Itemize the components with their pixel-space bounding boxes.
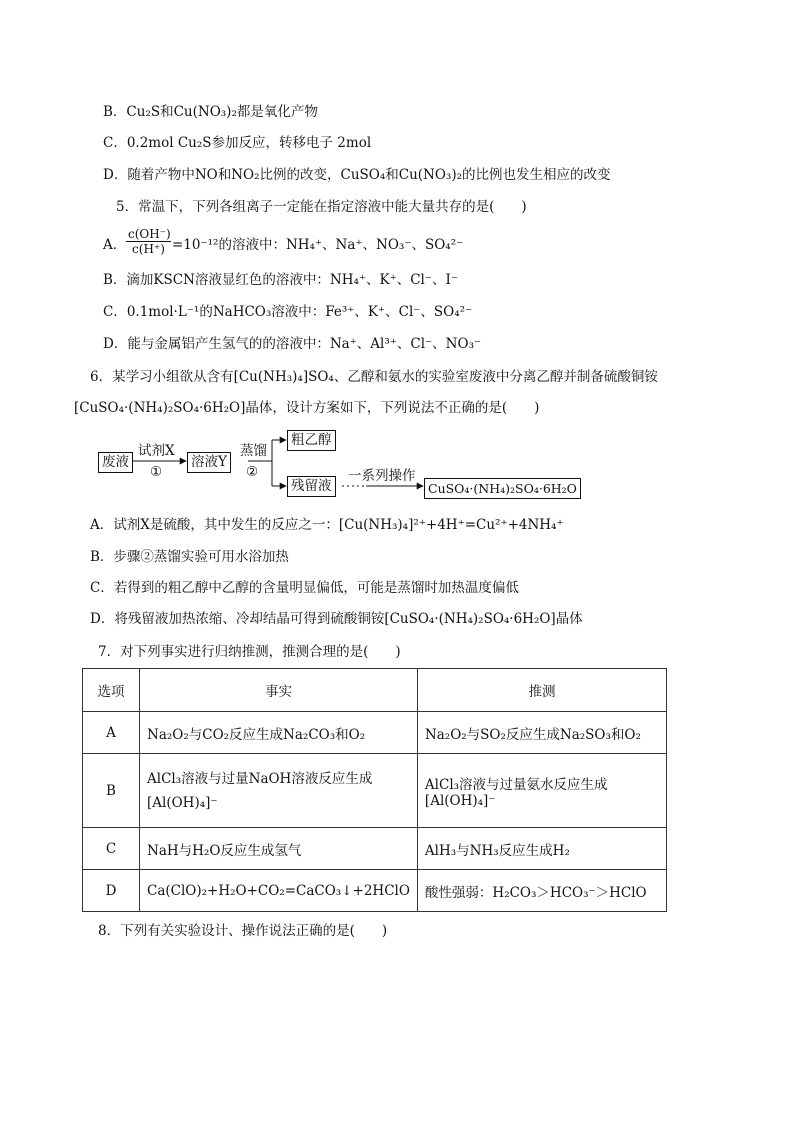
q6-option-d: D．将残留液加热浓缩、冷却结晶可得到硫酸铜铵[CuSO₄·(NH₄)₂SO₄·6H₂O]晶体 bbox=[90, 611, 583, 627]
q5-fraction-denominator: c(H⁺) bbox=[132, 242, 165, 256]
flow-operations-label: 一系列操作 bbox=[348, 468, 416, 484]
flow-crude-ethanol-box: 粗乙醇 bbox=[287, 430, 336, 451]
table-cell-fact: Na₂O₂与CO₂反应生成Na₂CO₃和O₂ bbox=[140, 712, 418, 754]
table-cell-inference: Na₂O₂与SO₂反应生成Na₂SO₃和O₂ bbox=[417, 712, 666, 754]
flow-step1-label: ① bbox=[150, 464, 163, 480]
table-cell-fact: NaH与H₂O反应生成氢气 bbox=[140, 828, 418, 870]
table-cell-option: A bbox=[83, 712, 140, 754]
table-cell-inference: AlCl₃溶液与过量氨水反应生成[Al(OH)₄]⁻ bbox=[417, 754, 666, 828]
table-cell-fact: Ca(ClO)₂+H₂O+CO₂=CaCO₃↓+2HClO bbox=[140, 870, 418, 912]
q4-option-c: C．0.2mol Cu₂S参加反应，转移电子 2mol bbox=[103, 135, 372, 151]
flow-step2-label: ② bbox=[246, 464, 259, 480]
table-cell-inference: 酸性强弱：H₂CO₃＞HCO₃⁻＞HClO bbox=[417, 870, 666, 912]
table-header-fact: 事实 bbox=[140, 669, 418, 712]
table-cell-option: B bbox=[83, 754, 140, 828]
table-row bbox=[83, 754, 667, 828]
q5-option-a-text: =10⁻¹²的溶液中：NH₄⁺、Na⁺、NO₃⁻、SO₄²⁻ bbox=[172, 237, 464, 253]
q4-option-b: B．Cu₂S和Cu(NO₃)₂都是氧化产物 bbox=[103, 104, 318, 120]
q7-stem: 7．对下列事实进行归纳推测，推测合理的是( ) bbox=[98, 644, 401, 660]
flow-reagent-label: 试剂X bbox=[138, 443, 175, 459]
q7-table bbox=[82, 668, 667, 912]
q6-option-a: A．试剂X是硫酸，其中发生的反应之一：[Cu(NH₃)₄]²⁺+4H⁺=Cu²⁺+4NH₄⁺ bbox=[90, 517, 564, 533]
table-cell-option: D bbox=[83, 870, 140, 912]
q5-option-b: B．滴加KSCN溶液显红色的溶液中：NH₄⁺、K⁺、Cl⁻、I⁻ bbox=[103, 272, 458, 288]
q5-fraction bbox=[126, 227, 171, 256]
flow-solution-y-box: 溶液Y bbox=[187, 452, 231, 473]
q5-option-d: D．能与金属铝产生氢气的的溶液中：Na⁺、Al³⁺、Cl⁻、NO₃⁻ bbox=[103, 336, 482, 352]
flow-product-box: CuSO₄·(NH₄)₂SO₄·6H₂O bbox=[424, 478, 581, 499]
flow-waste-box: 废液 bbox=[98, 452, 133, 473]
table-header-row bbox=[83, 669, 667, 712]
q4-option-d: D．随着产物中NO和NO₂比例的改变，CuSO₄和Cu(NO₃)₂的比例也发生相应的改变 bbox=[103, 167, 611, 183]
table-row bbox=[83, 828, 667, 870]
flow-distill-label: 蒸馏 bbox=[240, 443, 267, 459]
table-header-inference: 推测 bbox=[417, 669, 666, 712]
table-row bbox=[83, 870, 667, 912]
table-cell-fact: AlCl₃溶液与过量NaOH溶液反应生成[Al(OH)₄]⁻ bbox=[140, 754, 418, 828]
q5-option-c: C．0.1mol·L⁻¹的NaHCO₃溶液中：Fe³⁺、K⁺、Cl⁻、SO₄²⁻ bbox=[103, 304, 473, 320]
q5-fraction-numerator: c(OH⁻) bbox=[128, 227, 171, 241]
q6-option-b: B．步骤②蒸馏实验可用水浴加热 bbox=[90, 549, 289, 565]
q6-option-c: C．若得到的粗乙醇中乙醇的含量明显偏低，可能是蒸馏时加热温度偏低 bbox=[90, 580, 519, 596]
table-row bbox=[83, 712, 667, 754]
q6-stem-line1: 6．某学习小组欲从含有[Cu(NH₃)₄]SO₄、乙醇和氨水的实验室废液中分离乙醇并制备硫酸铜铵 bbox=[90, 369, 658, 385]
table-header-option: 选项 bbox=[83, 669, 140, 712]
q5-option-a-label: A． bbox=[103, 237, 127, 253]
flow-residue-box: 残留液 bbox=[287, 476, 336, 497]
table-cell-inference: AlH₃与NH₃反应生成H₂ bbox=[417, 828, 666, 870]
table-cell-option: C bbox=[83, 828, 140, 870]
q8-stem: 8．下列有关实验设计、操作说法正确的是( ) bbox=[98, 923, 388, 939]
q5-stem: 5．常温下，下列各组离子一定能在指定溶液中能大量共存的是( ) bbox=[116, 199, 527, 215]
q6-flow-diagram bbox=[98, 426, 588, 502]
q6-stem-line2: [CuSO₄·(NH₄)₂SO₄·6H₂O]晶体，设计方案如下，下列说法不正确的是( ) bbox=[74, 400, 540, 416]
